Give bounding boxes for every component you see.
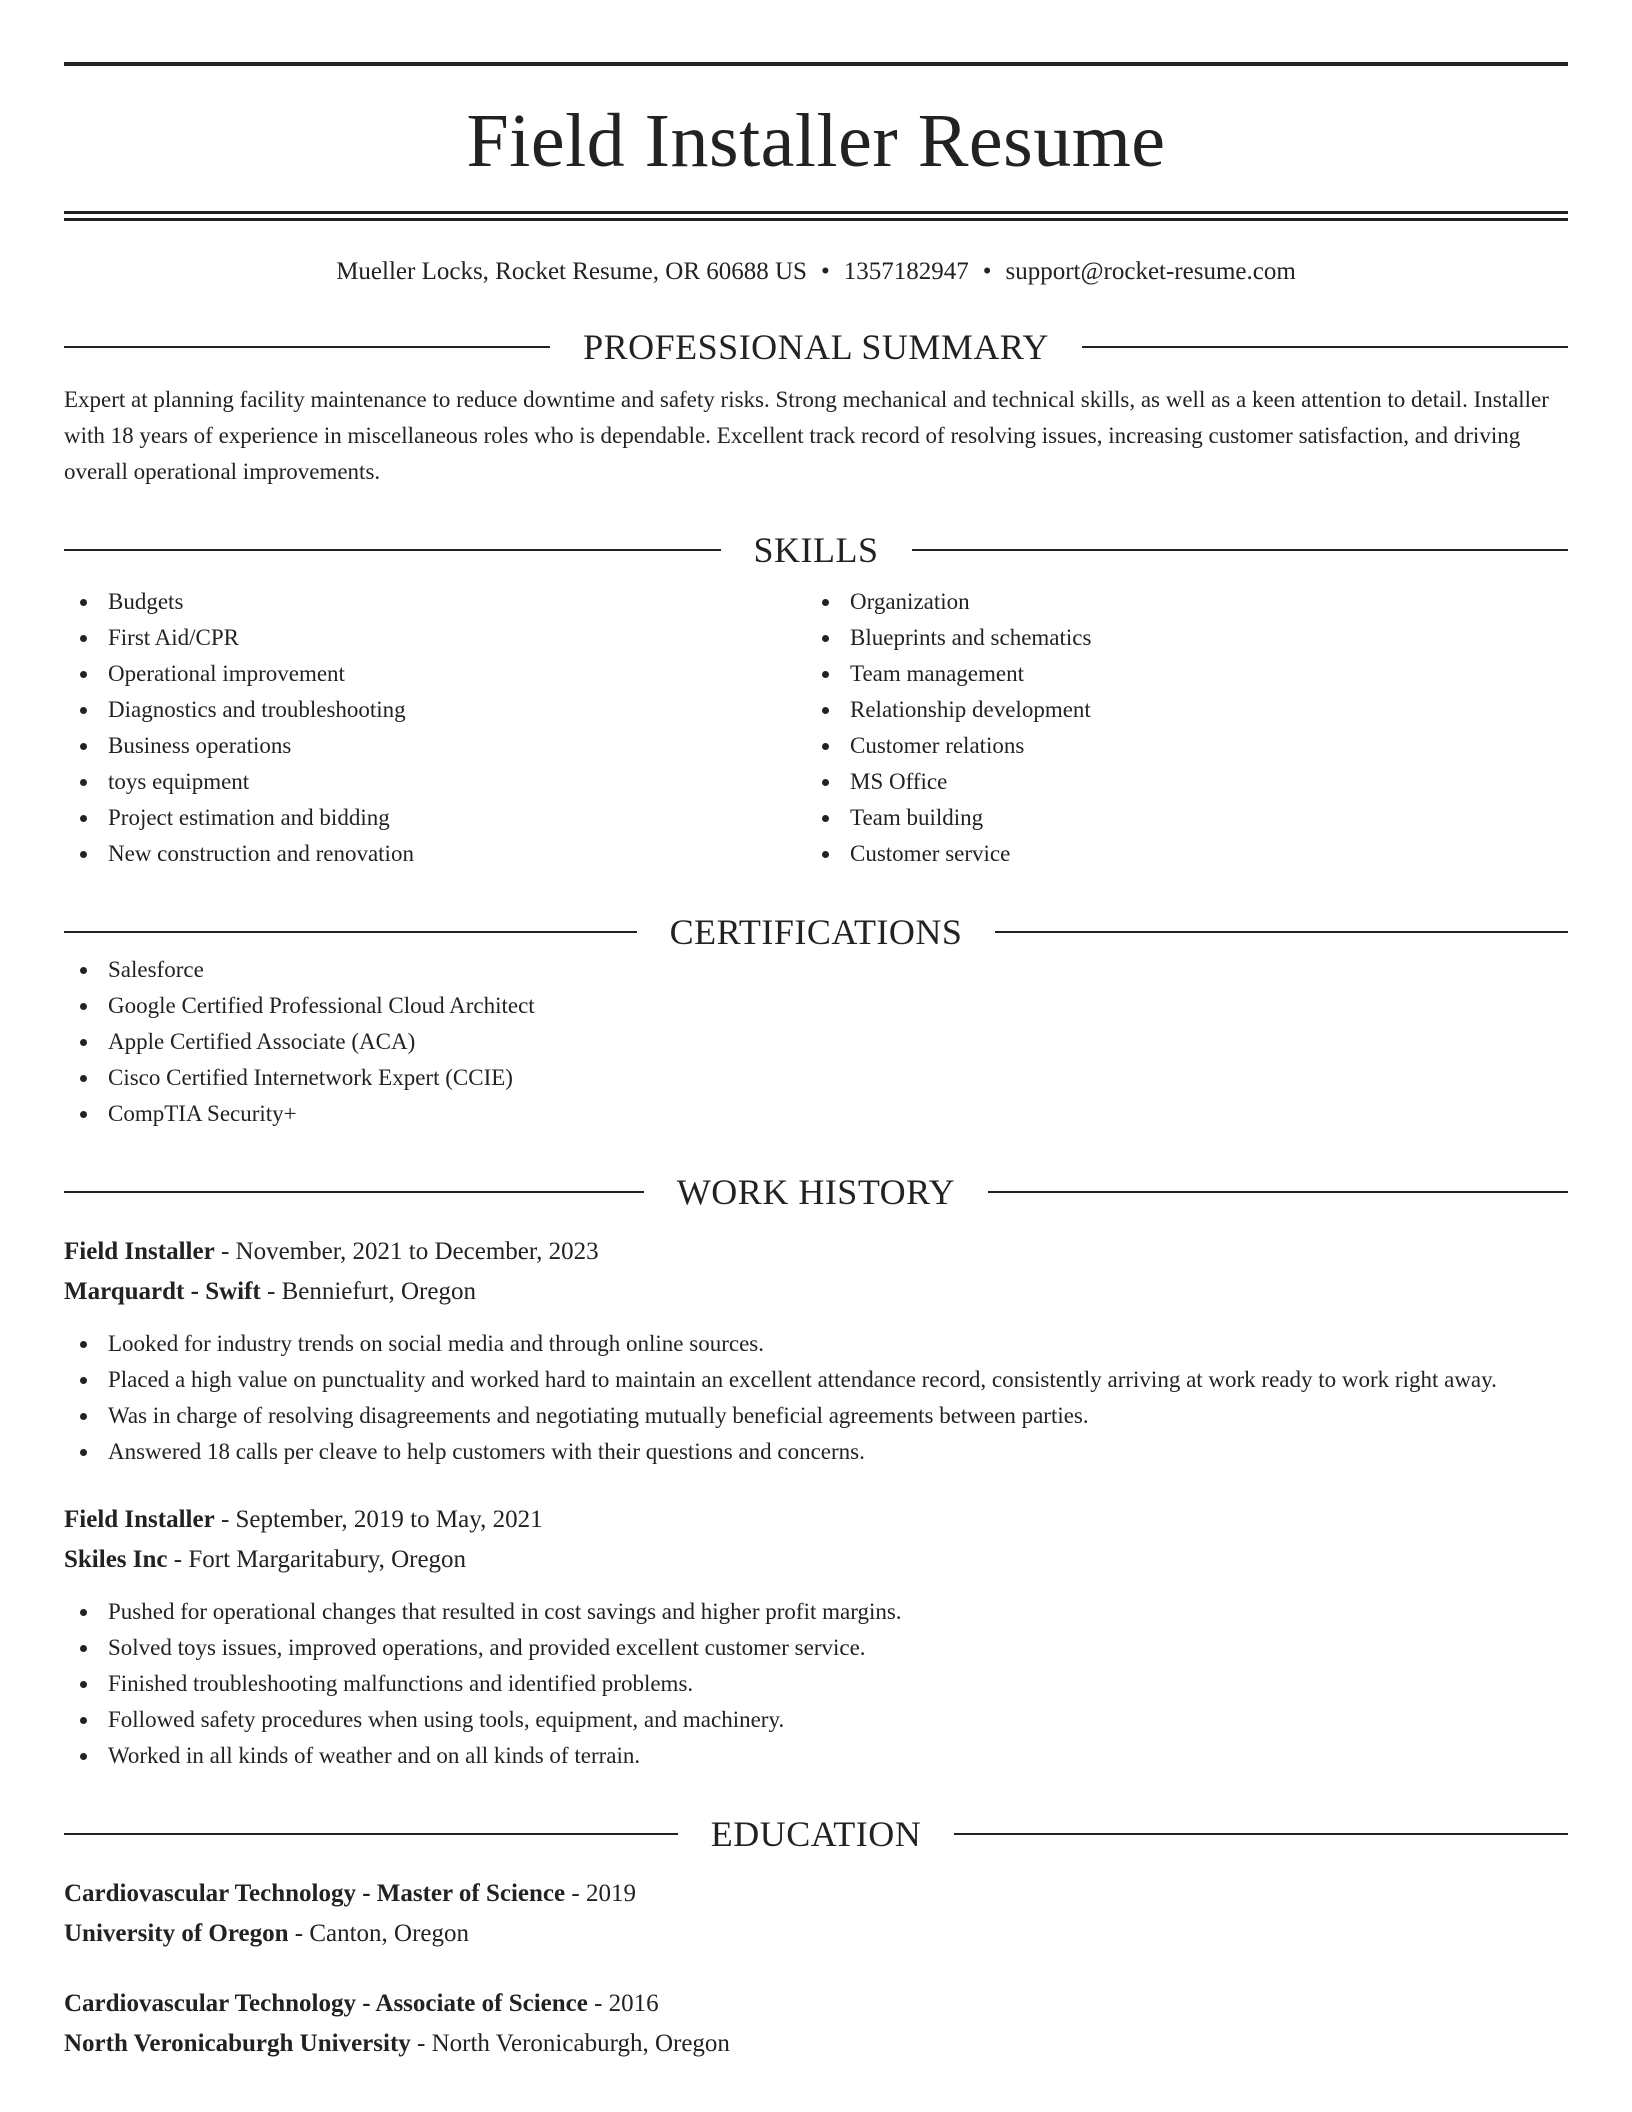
job-duty-item: Was in charge of resolving disagreements and negotiating mutually beneficial agreements between parties.	[64, 1398, 1568, 1434]
section-title-work-history: WORK HISTORY	[676, 1172, 956, 1212]
heading-rule-left	[64, 549, 721, 551]
education-degree: Cardiovascular Technology - Master of Science	[64, 1880, 566, 1907]
job-company-line	[64, 1272, 1568, 1312]
contact-address: Mueller Locks, Rocket Resume, OR 60688 US	[336, 258, 807, 285]
skill-item: Business operations	[64, 728, 806, 764]
job-location: - Benniefurt, Oregon	[260, 1278, 476, 1305]
skill-item: Organization	[806, 584, 1548, 620]
summary-text: Expert at planning facility maintenance to reduce downtime and safety risks. Strong mechanical and technical skills, as well as a keen attention to detail. Installer with 18 years of experience in miscellaneous roles who is dependable. Excellent track record of resolving issues, increasing customer satisfaction, and driving overall operational improvements.	[64, 387, 1549, 484]
education-school-line	[64, 2024, 1568, 2064]
certification-item: Apple Certified Associate (ACA)	[64, 1024, 1568, 1060]
job-entry	[64, 1500, 1568, 1774]
section-title-education: EDUCATION	[710, 1814, 922, 1854]
job-entry	[64, 1232, 1568, 1470]
skills-column-right	[806, 584, 1548, 872]
job-company-line	[64, 1540, 1568, 1580]
skill-item: First Aid/CPR	[64, 620, 806, 656]
education-year: - 2016	[587, 1990, 659, 2017]
heading-rule-right	[912, 549, 1569, 551]
education-school: University of Oregon	[64, 1920, 289, 1947]
skill-item: Blueprints and schematics	[806, 620, 1548, 656]
contact-phone: 1357182947	[843, 258, 969, 285]
section-title-summary: PROFESSIONAL SUMMARY	[583, 327, 1049, 367]
job-duty-item: Looked for industry trends on social media and through online sources.	[64, 1326, 1568, 1362]
section-title-certifications: CERTIFICATIONS	[669, 912, 963, 952]
job-duty-item: Finished troubleshooting malfunctions and identified problems.	[64, 1666, 1568, 1702]
education-year: - 2019	[565, 1880, 636, 1907]
skill-item: New construction and renovation	[64, 836, 806, 872]
job-duty-item: Answered 18 calls per cleave to help customers with their questions and concerns.	[64, 1434, 1568, 1470]
job-dates: - November, 2021 to December, 2023	[214, 1238, 599, 1265]
education-degree-line	[64, 1984, 1568, 2024]
section-heading-skills	[64, 530, 1568, 570]
certification-item: Salesforce	[64, 952, 1568, 988]
heading-rule-right	[1082, 346, 1568, 348]
section-heading-summary	[64, 327, 1568, 367]
education-degree-line	[64, 1874, 1568, 1914]
education-entry	[64, 1874, 1568, 1954]
section-heading-work-history	[64, 1172, 1568, 1212]
job-duties-list	[64, 1594, 1568, 1774]
job-dates: - September, 2019 to May, 2021	[214, 1506, 543, 1533]
job-title: Field Installer	[64, 1238, 215, 1265]
header-double-rule	[64, 211, 1568, 221]
skill-item: Budgets	[64, 584, 806, 620]
skill-item: Diagnostics and troubleshooting	[64, 692, 806, 728]
job-duty-item: Worked in all kinds of weather and on all kinds of terrain.	[64, 1738, 1568, 1774]
skill-item: Team building	[806, 800, 1548, 836]
skill-item: Operational improvement	[64, 656, 806, 692]
job-title-line	[64, 1232, 1568, 1272]
section-heading-education	[64, 1814, 1568, 1854]
education-school: North Veronicaburgh University	[64, 2030, 411, 2057]
skill-item: MS Office	[806, 764, 1548, 800]
certification-item: CompTIA Security+	[64, 1096, 1568, 1132]
job-title-line	[64, 1500, 1568, 1540]
job-company: Skiles Inc	[64, 1546, 168, 1573]
job-duty-item: Followed safety procedures when using tools, equipment, and machinery.	[64, 1702, 1568, 1738]
heading-rule-right	[995, 931, 1568, 933]
education-entry	[64, 1984, 1568, 2064]
education-location: - Canton, Oregon	[288, 1920, 470, 1947]
skill-item: Team management	[806, 656, 1548, 692]
skill-item: Project estimation and bidding	[64, 800, 806, 836]
skill-item: Customer relations	[806, 728, 1548, 764]
job-location: - Fort Margaritabury, Oregon	[167, 1546, 467, 1573]
job-duties-list	[64, 1326, 1568, 1470]
header-top-rule	[64, 62, 1568, 66]
heading-rule-left	[64, 931, 637, 933]
contact-separator: •	[982, 258, 992, 285]
job-duty-item: Placed a high value on punctuality and worked hard to maintain an excellent attendance record, consistently arriving at work ready to work right away.	[64, 1362, 1568, 1398]
job-company: Marquardt - Swift	[64, 1278, 261, 1305]
resume-title: Field Installer Resume	[466, 99, 1166, 183]
section-heading-certifications	[64, 912, 1568, 952]
certification-item: Cisco Certified Internetwork Expert (CCIE)	[64, 1060, 1568, 1096]
skill-item: toys equipment	[64, 764, 806, 800]
education-school-line	[64, 1914, 1568, 1954]
skills-column-left	[64, 584, 806, 872]
job-duty-item: Pushed for operational changes that resulted in cost savings and higher profit margins.	[64, 1594, 1568, 1630]
section-title-skills: SKILLS	[753, 530, 879, 570]
resume-page	[64, 62, 1568, 2064]
heading-rule-right	[954, 1833, 1568, 1835]
heading-rule-left	[64, 1191, 644, 1193]
education-degree: Cardiovascular Technology - Associate of Science	[64, 1990, 588, 2017]
job-duty-item: Solved toys issues, improved operations, and provided excellent customer service.	[64, 1630, 1568, 1666]
contact-separator: •	[820, 258, 830, 285]
heading-rule-left	[64, 346, 550, 348]
contact-email: support@rocket-resume.com	[1005, 258, 1296, 285]
skill-item: Customer service	[806, 836, 1548, 872]
heading-rule-left	[64, 1833, 678, 1835]
certifications-list	[64, 952, 1568, 1132]
education-location: - North Veronicaburgh, Oregon	[410, 2030, 730, 2057]
skill-item: Relationship development	[806, 692, 1548, 728]
heading-rule-right	[988, 1191, 1568, 1193]
job-title: Field Installer	[64, 1506, 215, 1533]
contact-line	[64, 257, 1568, 287]
certification-item: Google Certified Professional Cloud Architect	[64, 988, 1568, 1024]
skills-list	[64, 584, 1568, 872]
